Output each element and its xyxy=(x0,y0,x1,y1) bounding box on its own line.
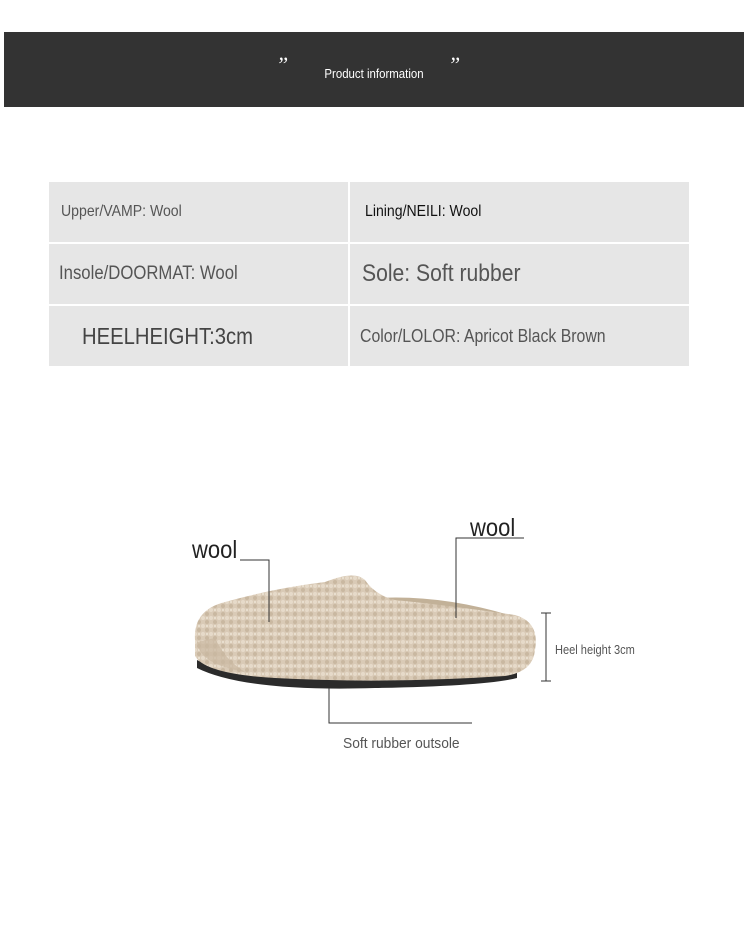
wool-upper-label: wool xyxy=(192,536,238,564)
close-quote-mark: ” xyxy=(448,52,461,77)
spec-text: Sole: Soft rubber xyxy=(362,260,521,287)
spec-text: Upper/VAMP: Wool xyxy=(61,203,182,220)
spec-text: Color/LOLOR: Apricot Black Brown xyxy=(360,325,606,346)
spec-text: Lining/NEILI: Wool xyxy=(365,203,482,220)
wool-lining-label: wool xyxy=(470,514,516,542)
spec-cell-sole xyxy=(350,244,689,304)
header-banner xyxy=(4,32,744,107)
spec-cell-heel-height xyxy=(49,306,348,366)
slipper-body xyxy=(195,575,536,680)
spec-cell-upper xyxy=(49,182,348,242)
spec-cell-lining xyxy=(350,182,689,242)
outsole-label: Soft rubber outsole xyxy=(343,735,460,752)
spec-text: Insole/DOORMAT: Wool xyxy=(59,263,238,284)
section-title: Product information xyxy=(324,66,424,81)
spec-cell-color xyxy=(350,306,689,366)
spec-text: HEELHEIGHT:3cm xyxy=(82,322,253,349)
spec-cell-insole xyxy=(49,244,348,304)
slipper-illustration xyxy=(185,560,540,695)
open-quote-mark: ” xyxy=(276,52,289,77)
heel-height-label: Heel height 3cm xyxy=(555,642,635,657)
